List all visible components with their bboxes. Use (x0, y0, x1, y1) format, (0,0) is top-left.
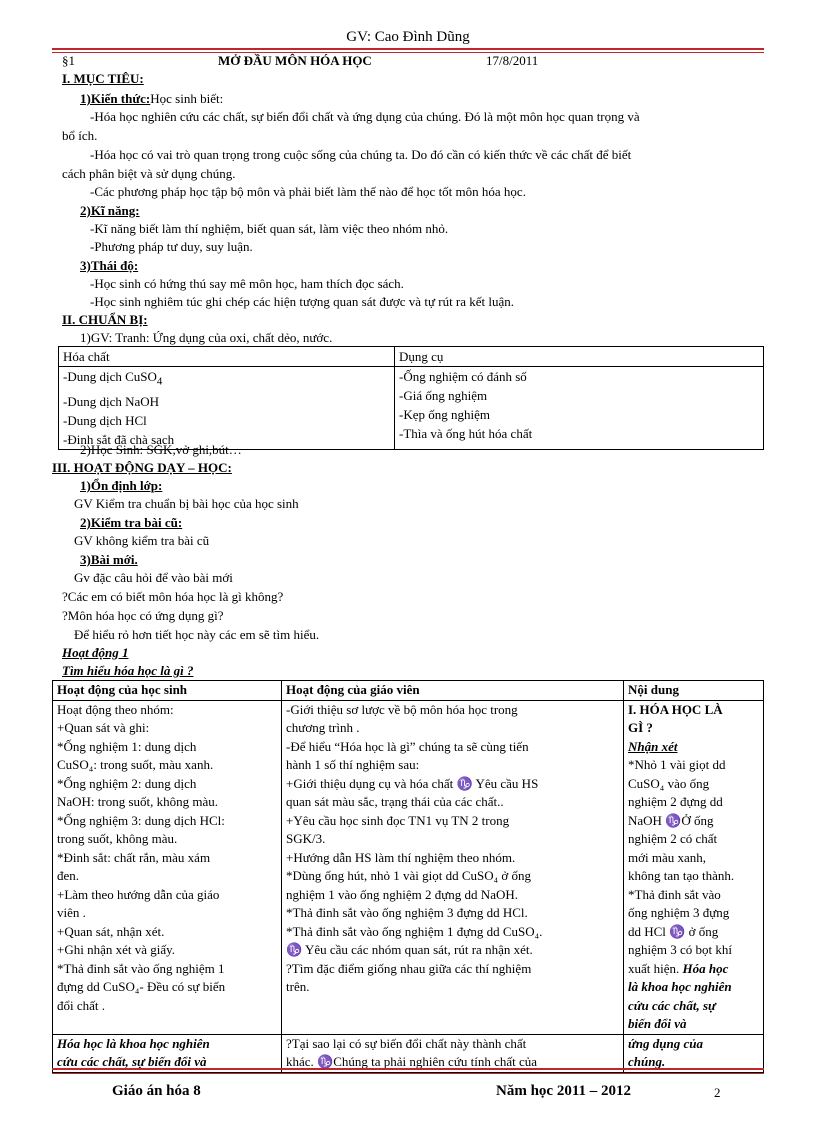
content-line: mới màu xanh, (628, 849, 706, 865)
row2-content-line: ứng dụng của (628, 1035, 703, 1051)
step3-label: 3)Bài mới. (80, 552, 138, 567)
student-line: *Ống nghiệm 3: dung dịch HCl: (57, 812, 225, 828)
tool-item: -Thìa và ống hút hóa chất (399, 426, 533, 441)
section-preparation-heading: II. CHUẨN BỊ: (62, 312, 148, 327)
content-cell (624, 700, 764, 1034)
teacher-preparation: 1)GV: Tranh: Ứng dụng của oxi, chất dẻo, nước. (80, 330, 333, 345)
attitude-text-2: -Học sinh nghiêm túc ghi chép các hiện tượng quan sát được và tự rút ra kết luận. (90, 294, 515, 309)
teacher-line: +Yêu cầu học sinh đọc TN1 vụ TN 2 trong (286, 812, 510, 828)
attitude-text-1: -Học sinh có hứng thú say mê môn học, ham thích đọc sách. (90, 276, 404, 291)
teacher-line: -Giới thiệu sơ lược về bộ môn hóa học trong (286, 701, 518, 717)
step3-question-2: ?Môn hóa học có ứng dụng gì? (62, 608, 224, 623)
page-number: 2 (714, 1085, 721, 1100)
teacher-line: nghiệm 1 vào ống nghiệm 2 đựng dd NaOH. (286, 886, 518, 902)
content-conclusion: là khoa học nghiên (628, 979, 732, 994)
content-line: xuất hiện. Hóa học (628, 960, 729, 976)
teacher-line: +Giới thiệu dụng cụ và hóa chất ♑ Yêu cầu HS (286, 775, 539, 791)
content-line: nghiệm 2 có chất (628, 831, 718, 846)
content-conclusion: cứu các chất, sự (628, 997, 716, 1013)
chemical-item: -Dung dịch HCl (63, 412, 147, 428)
student-line: đựng dd CuSO₄- Đều có sự biến (57, 979, 226, 994)
knowledge-text-3: -Hóa học có vai trò quan trọng trong cuộc sống của chúng ta. Do đó cần có kiến thức về các chất để biết (90, 147, 632, 162)
knowledge-text-1: -Hóa học nghiên cứu các chất, sự biến đổi chất và ứng dụng của chúng. Đó là một môn học quan trọng và (90, 109, 640, 124)
chemical-item: -Đinh sắt đã chà sạch (63, 431, 175, 447)
materials-header-tools: Dụng cụ (395, 347, 764, 367)
header-rule-thin (52, 52, 764, 53)
materials-table (58, 346, 764, 450)
footer-rule (52, 1068, 764, 1070)
header-rule (52, 48, 764, 50)
teacher-line: *Dùng ống hút, nhỏ 1 vài giọt dd CuSO₄ ở ống (286, 868, 532, 883)
teacher-line: *Thả đinh sắt vào ống nghiệm 3 đựng dd HCl. (286, 905, 528, 920)
row2-student-line: cứu các chất, sự biến đổi và (57, 1054, 207, 1069)
footer-school-year: Năm học 2011 – 2012 (496, 1083, 631, 1099)
content-line: *Thả đinh sắt vào (628, 886, 721, 902)
content-line: ống nghiệm 3 đựng (628, 905, 730, 920)
content-line: CuSO₄ vào ống (628, 775, 710, 791)
row2-student-cell (53, 1034, 282, 1072)
student-line: đổi chất . (57, 997, 106, 1013)
student-line: +Ghi nhận xét và giấy. (57, 942, 176, 957)
student-line: *Ống nghiệm 1: dung dịch (57, 738, 197, 754)
step3-question-1: ?Các em có biết môn hóa học là gì không? (62, 589, 284, 604)
knowledge-text-2: bổ ích. (62, 128, 98, 143)
row2-teacher-line: ?Tại sao lại có sự biến đổi chất này thành chất (286, 1035, 527, 1051)
row2-content-line: chúng. (628, 1054, 666, 1069)
student-line: *Thả đinh sắt vào ống nghiệm 1 (57, 960, 225, 976)
row2-teacher-line: khác. ♑Chúng ta phải nghiên cứu tính chất của (286, 1054, 538, 1069)
content-line: không tan tạo thành. (628, 868, 735, 883)
student-line: CuSO₄: trong suốt, màu xanh. (57, 757, 214, 772)
materials-header-chemicals: Hóa chất (59, 347, 395, 367)
student-activities-cell (53, 700, 282, 1034)
teacher-line: SGK/3. (286, 831, 326, 846)
student-line: +Quan sát, nhận xét. (57, 923, 165, 939)
step2-text: GV không kiểm tra bài cũ (74, 533, 210, 548)
student-line: viên . (57, 905, 86, 920)
student-line: đen. (57, 868, 80, 883)
content-line: nghiệm 2 đựng dd (628, 794, 723, 809)
step2-label: 2)Kiểm tra bài cũ: (80, 515, 183, 530)
attitude-label: 3)Thái độ: (80, 258, 139, 273)
content-line: nghiệm 3 có bọt khí (628, 942, 732, 957)
step1-text: GV Kiểm tra chuẩn bị bài học của học sinh (74, 496, 299, 511)
col-student-header: Hoạt động của học sinh (53, 681, 282, 701)
content-heading: GÌ ? (628, 720, 653, 735)
teacher-name: GV: Cao Đình Dũng (346, 29, 470, 45)
col-teacher-header: Hoạt động của giáo viên (282, 681, 624, 701)
step3-text-2: Để hiểu rỏ hơn tiết học này các em sẽ tìm hiểu. (74, 627, 320, 642)
teacher-line: +Hướng dẫn HS làm thí nghiệm theo nhóm. (286, 849, 516, 865)
content-conclusion: biến đổi và (628, 1016, 687, 1031)
col-content-header: Nội dung (624, 681, 764, 701)
skills-label: 2)Kĩ năng: (80, 203, 140, 218)
teacher-activities-cell (282, 700, 624, 1034)
knowledge-intro: Học sinh biết: (150, 91, 224, 106)
student-line: NaOH: trong suốt, không màu. (57, 794, 219, 809)
teacher-line: ?Tìm đặc điểm giống nhau giữa các thí nghiệm (286, 960, 532, 976)
tool-item: -Giá ống nghiệm (399, 388, 488, 403)
teacher-line: *Thả đinh sắt vào ống nghiệm 1 đựng dd CuSO₄. (286, 923, 543, 939)
student-line: +Quan sát và ghi: (57, 720, 150, 735)
row2-content-cell (624, 1034, 764, 1072)
row2-teacher-cell (282, 1034, 624, 1072)
skills-text-1: -Kĩ năng biết làm thí nghiệm, biết quan sát, làm việc theo nhóm nhỏ. (90, 221, 449, 236)
tool-item: -Ống nghiệm có đánh số (399, 369, 527, 384)
teacher-line: quan sát màu sắc, trạng thái của các chất.. (286, 794, 504, 809)
chemical-item: -Dung dịch CuSO$_4$ (63, 369, 163, 388)
student-line: *Ống nghiệm 2: dung dịch (57, 775, 197, 791)
content-heading: I. HÓA HỌC LÀ (628, 701, 723, 717)
section-activities-heading: III. HOẠT ĐỘNG DẠY – HỌC: (52, 460, 232, 475)
tools-cell (395, 367, 764, 450)
content-line: *Nhỏ 1 vài giọt dd (628, 757, 726, 772)
student-line: +Làm theo hướng dẫn của giáo (57, 886, 220, 902)
step3-text-1: Gv đặc câu hỏi để vào bài mới (74, 570, 233, 585)
activity-label: Hoạt động 1 (62, 645, 129, 660)
student-preparation: 2)Học Sinh: SGK,vở ghi,bút… (80, 442, 242, 457)
activity-title: Tìm hiểu hóa học là gì ? (62, 663, 194, 678)
student-line: trong suốt, không màu. (57, 831, 178, 846)
lesson-title: MỞ ĐẦU MÔN HÓA HỌC (218, 53, 372, 68)
knowledge-label: 1)Kiến thức: (80, 91, 151, 106)
teacher-line: hành 1 số thí nghiệm sau: (286, 757, 420, 772)
section-objectives-heading: I. MỤC TIÊU: (62, 71, 144, 86)
chemical-item: -Dung dịch NaOH (63, 393, 160, 409)
footer-left: Giáo án hóa 8 (112, 1083, 201, 1099)
student-line: *Đinh sắt: chất rắn, màu xám (57, 849, 211, 865)
lesson-date: 17/8/2011 (486, 53, 539, 68)
footer-rule-thin (52, 1073, 764, 1074)
content-line: NaOH ♑Ở ống (628, 812, 714, 828)
content-remark-label: Nhận xét (628, 738, 678, 754)
tool-item: -Kẹp ống nghiệm (399, 407, 490, 422)
knowledge-text-4: cách phân biệt và sử dụng chúng. (62, 166, 236, 181)
step1-label: 1)Ổn định lớp: (80, 478, 163, 493)
activity-table (52, 680, 764, 1073)
student-line: Hoạt động theo nhóm: (57, 701, 174, 717)
content-line: dd HCl ♑ ở ống (628, 923, 719, 939)
row2-student-line: Hóa học là khoa học nghiên (57, 1035, 210, 1051)
knowledge-line (80, 90, 223, 108)
skills-text-2: -Phương pháp tư duy, suy luận. (90, 239, 253, 254)
teacher-line: trên. (286, 979, 310, 994)
teacher-line: -Để hiểu “Hóa học là gì” chúng ta sẽ cùng tiến (286, 738, 529, 754)
knowledge-text-5: -Các phương pháp học tập bộ môn và phải biết làm thế nào để học tốt môn hóa học. (90, 184, 526, 199)
lesson-number: §1 (62, 53, 75, 68)
teacher-line: ♑ Yêu cầu các nhóm quan sát, rút ra nhận xét. (286, 942, 533, 957)
teacher-line: chương trình . (286, 720, 360, 735)
chemicals-cell (59, 367, 395, 450)
